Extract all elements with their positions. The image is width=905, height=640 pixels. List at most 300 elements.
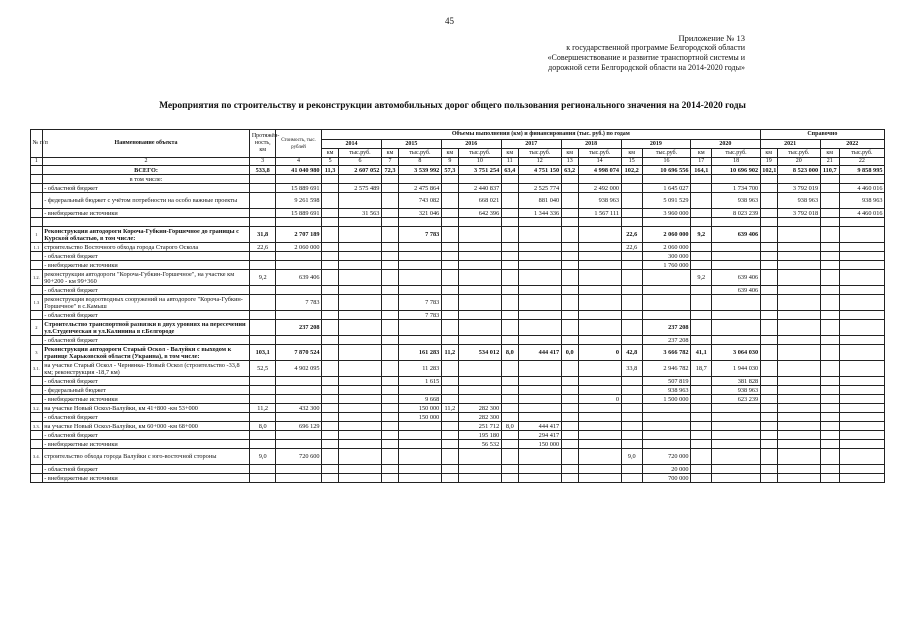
value-cell bbox=[839, 175, 884, 184]
value-cell: 22,6 bbox=[621, 243, 642, 252]
value-cell bbox=[250, 209, 276, 218]
value-cell bbox=[760, 243, 777, 252]
header-unit-rub: тыс.руб. bbox=[339, 149, 382, 158]
value-cell bbox=[777, 386, 820, 395]
value-cell bbox=[381, 431, 398, 440]
value-cell: 31 563 bbox=[339, 209, 382, 218]
value-cell bbox=[839, 227, 884, 243]
value-cell bbox=[621, 261, 642, 270]
value-cell bbox=[381, 227, 398, 243]
value-cell: 282 300 bbox=[458, 413, 501, 422]
value-cell bbox=[621, 395, 642, 404]
value-cell bbox=[381, 218, 398, 227]
value-cell: 2 060 000 bbox=[642, 227, 690, 243]
annex-line-2: к государственной программе Белгородской области bbox=[566, 43, 745, 52]
value-cell bbox=[777, 270, 820, 286]
value-cell: 534 012 bbox=[458, 345, 501, 361]
row-number: 2 bbox=[31, 320, 43, 336]
row-number: 3.1. bbox=[31, 361, 43, 377]
value-cell bbox=[339, 465, 382, 474]
value-cell bbox=[578, 261, 621, 270]
value-cell bbox=[381, 465, 398, 474]
value-cell bbox=[820, 449, 839, 465]
value-cell bbox=[458, 295, 501, 311]
value-cell: 0 bbox=[578, 345, 621, 361]
value-cell: 300 000 bbox=[642, 252, 690, 261]
value-cell bbox=[501, 252, 518, 261]
value-cell bbox=[760, 345, 777, 361]
value-cell bbox=[578, 295, 621, 311]
value-cell bbox=[561, 295, 578, 311]
value-cell bbox=[501, 286, 518, 295]
value-cell bbox=[691, 243, 712, 252]
value-cell bbox=[820, 395, 839, 404]
value-cell bbox=[276, 311, 322, 320]
table-row bbox=[31, 431, 885, 440]
annex-line-3: «Совершенствование и развитие транспортной системы и bbox=[547, 53, 745, 62]
value-cell bbox=[441, 261, 458, 270]
value-cell bbox=[250, 184, 276, 193]
table-row bbox=[31, 270, 885, 286]
header-unit-km: км bbox=[561, 149, 578, 158]
value-cell: 22,6 bbox=[621, 227, 642, 243]
value-cell bbox=[441, 175, 458, 184]
table-row bbox=[31, 243, 885, 252]
value-cell bbox=[820, 345, 839, 361]
value-cell bbox=[561, 286, 578, 295]
value-cell bbox=[441, 431, 458, 440]
value-cell bbox=[561, 413, 578, 422]
value-cell bbox=[712, 449, 760, 465]
value-cell: 8 023 239 bbox=[712, 209, 760, 218]
value-cell bbox=[760, 311, 777, 320]
value-cell: 161 283 bbox=[399, 345, 442, 361]
value-cell bbox=[578, 422, 621, 431]
value-cell bbox=[441, 465, 458, 474]
value-cell: 9,2 bbox=[691, 270, 712, 286]
value-cell bbox=[777, 465, 820, 474]
value-cell bbox=[381, 377, 398, 386]
value-cell bbox=[399, 431, 442, 440]
object-name: на участке Новый Оскол-Валуйки, км 41+800 -км 53+000 bbox=[42, 404, 250, 413]
value-cell bbox=[322, 361, 339, 377]
value-cell bbox=[458, 175, 501, 184]
value-cell bbox=[777, 286, 820, 295]
value-cell bbox=[322, 261, 339, 270]
header-volumes: Объемы выполнения (км) и финансирования (тыс. руб.) по годам bbox=[322, 130, 761, 140]
value-cell: 11,2 bbox=[441, 404, 458, 413]
value-cell bbox=[561, 449, 578, 465]
value-cell bbox=[561, 243, 578, 252]
value-cell bbox=[501, 193, 518, 209]
value-cell bbox=[339, 474, 382, 483]
value-cell: 33,8 bbox=[621, 361, 642, 377]
value-cell bbox=[458, 377, 501, 386]
value-cell bbox=[501, 404, 518, 413]
value-cell: 2 525 774 bbox=[518, 184, 561, 193]
object-name: - федеральный бюджет с учётом потребности на особо важные проекты bbox=[42, 193, 250, 209]
value-cell bbox=[642, 295, 690, 311]
value-cell bbox=[276, 286, 322, 295]
value-cell bbox=[839, 440, 884, 449]
value-cell bbox=[691, 431, 712, 440]
value-cell bbox=[621, 175, 642, 184]
value-cell bbox=[381, 175, 398, 184]
header-column-number: 1 bbox=[31, 158, 43, 166]
value-cell: 42,8 bbox=[621, 345, 642, 361]
value-cell bbox=[561, 395, 578, 404]
value-cell bbox=[691, 218, 712, 227]
object-name: реконструкция водоотводных сооружений на автодороге "Короча-Губкин-Горшечное" в с.Камыш bbox=[42, 295, 250, 311]
value-cell: 9 858 995 bbox=[839, 166, 884, 175]
value-cell bbox=[250, 474, 276, 483]
object-name: - областной бюджет bbox=[42, 465, 250, 474]
table-row bbox=[31, 320, 885, 336]
value-cell: 2 607 052 bbox=[339, 166, 382, 175]
value-cell bbox=[339, 252, 382, 261]
value-cell: 41 040 980 bbox=[276, 166, 322, 175]
value-cell: 881 040 bbox=[518, 193, 561, 209]
document-title: Мероприятия по строительству и реконструкции автомобильных дорог общего пользования регионального значения на 2014-2020 годы bbox=[159, 101, 746, 111]
table-row bbox=[31, 227, 885, 243]
value-cell: 22,6 bbox=[250, 243, 276, 252]
value-cell bbox=[518, 227, 561, 243]
header-column-number: 6 bbox=[339, 158, 382, 166]
value-cell: 3 792 018 bbox=[777, 209, 820, 218]
header-unit-km: км bbox=[760, 149, 777, 158]
value-cell bbox=[642, 431, 690, 440]
value-cell: 1 944 030 bbox=[712, 361, 760, 377]
value-cell: 4 460 016 bbox=[839, 184, 884, 193]
value-cell bbox=[691, 395, 712, 404]
row-number: 3.2. bbox=[31, 404, 43, 413]
value-cell bbox=[399, 336, 442, 345]
value-cell bbox=[399, 440, 442, 449]
value-cell bbox=[760, 404, 777, 413]
header-num: № п/п bbox=[31, 130, 43, 158]
value-cell bbox=[339, 386, 382, 395]
value-cell bbox=[777, 361, 820, 377]
header-year: 2016 bbox=[441, 140, 501, 149]
value-cell bbox=[561, 261, 578, 270]
object-name: Реконструкция автодороги Короча-Губкин-Горшечное до границы с Курской областью, в том числе: bbox=[42, 227, 250, 243]
value-cell bbox=[518, 252, 561, 261]
table-row bbox=[31, 193, 885, 209]
value-cell bbox=[820, 218, 839, 227]
value-cell bbox=[518, 243, 561, 252]
value-cell bbox=[441, 336, 458, 345]
value-cell: 938 963 bbox=[712, 386, 760, 395]
value-cell bbox=[399, 422, 442, 431]
header-column-number: 22 bbox=[839, 158, 884, 166]
value-cell bbox=[441, 184, 458, 193]
value-cell bbox=[441, 361, 458, 377]
header-column-number: 16 bbox=[642, 158, 690, 166]
value-cell bbox=[501, 474, 518, 483]
value-cell: 444 417 bbox=[518, 422, 561, 431]
value-cell bbox=[561, 440, 578, 449]
value-cell bbox=[381, 261, 398, 270]
table-row bbox=[31, 361, 885, 377]
value-cell: 8 523 000 bbox=[777, 166, 820, 175]
value-cell bbox=[518, 286, 561, 295]
value-cell: 4 998 074 bbox=[578, 166, 621, 175]
value-cell bbox=[339, 175, 382, 184]
value-cell bbox=[820, 261, 839, 270]
table-row bbox=[31, 311, 885, 320]
object-name: - областной бюджет bbox=[42, 252, 250, 261]
value-cell bbox=[820, 184, 839, 193]
object-name: - областной бюджет bbox=[42, 431, 250, 440]
value-cell bbox=[441, 320, 458, 336]
value-cell: 1 615 bbox=[399, 377, 442, 386]
value-cell bbox=[458, 261, 501, 270]
value-cell bbox=[458, 270, 501, 286]
value-cell: 938 963 bbox=[712, 193, 760, 209]
header-column-number: 20 bbox=[777, 158, 820, 166]
value-cell bbox=[381, 252, 398, 261]
value-cell bbox=[276, 431, 322, 440]
row-number bbox=[31, 175, 43, 184]
row-number bbox=[31, 413, 43, 422]
value-cell: 11,2 bbox=[250, 404, 276, 413]
value-cell bbox=[760, 474, 777, 483]
value-cell bbox=[399, 261, 442, 270]
value-cell bbox=[578, 252, 621, 261]
value-cell bbox=[381, 295, 398, 311]
value-cell bbox=[820, 422, 839, 431]
value-cell bbox=[381, 184, 398, 193]
value-cell bbox=[561, 336, 578, 345]
header-unit-km: км bbox=[820, 149, 839, 158]
value-cell bbox=[777, 295, 820, 311]
value-cell bbox=[518, 413, 561, 422]
value-cell bbox=[518, 361, 561, 377]
value-cell bbox=[760, 422, 777, 431]
value-cell bbox=[777, 227, 820, 243]
value-cell: 11 283 bbox=[399, 361, 442, 377]
header-column-number: 21 bbox=[820, 158, 839, 166]
value-cell bbox=[322, 395, 339, 404]
value-cell bbox=[381, 209, 398, 218]
value-cell bbox=[621, 270, 642, 286]
value-cell bbox=[777, 395, 820, 404]
value-cell bbox=[501, 218, 518, 227]
value-cell bbox=[760, 193, 777, 209]
value-cell bbox=[322, 295, 339, 311]
value-cell bbox=[760, 286, 777, 295]
value-cell bbox=[820, 413, 839, 422]
value-cell bbox=[501, 270, 518, 286]
value-cell bbox=[322, 377, 339, 386]
value-cell: 4 751 150 bbox=[518, 166, 561, 175]
value-cell bbox=[642, 311, 690, 320]
header-unit-km: км bbox=[501, 149, 518, 158]
value-cell bbox=[276, 440, 322, 449]
value-cell bbox=[760, 431, 777, 440]
value-cell bbox=[642, 422, 690, 431]
value-cell bbox=[561, 311, 578, 320]
value-cell bbox=[712, 413, 760, 422]
value-cell bbox=[691, 413, 712, 422]
value-cell bbox=[712, 431, 760, 440]
value-cell bbox=[458, 243, 501, 252]
value-cell: 668 021 bbox=[458, 193, 501, 209]
value-cell bbox=[276, 465, 322, 474]
value-cell bbox=[381, 243, 398, 252]
value-cell bbox=[518, 336, 561, 345]
value-cell bbox=[820, 361, 839, 377]
object-name: - внебюджетные источники bbox=[42, 474, 250, 483]
value-cell bbox=[642, 413, 690, 422]
value-cell bbox=[760, 261, 777, 270]
value-cell bbox=[578, 431, 621, 440]
value-cell: 1 734 700 bbox=[712, 184, 760, 193]
value-cell bbox=[276, 252, 322, 261]
value-cell bbox=[518, 377, 561, 386]
value-cell bbox=[441, 243, 458, 252]
value-cell bbox=[276, 336, 322, 345]
value-cell bbox=[621, 404, 642, 413]
value-cell bbox=[561, 227, 578, 243]
value-cell bbox=[322, 386, 339, 395]
value-cell: 4 902 095 bbox=[276, 361, 322, 377]
object-name: Реконструкция автодороги Старый Оскол - Валуйки с выходом к границе Харьковской области (Украина), в том числе: bbox=[42, 345, 250, 361]
value-cell bbox=[777, 218, 820, 227]
value-cell bbox=[642, 175, 690, 184]
value-cell: 9 668 bbox=[399, 395, 442, 404]
value-cell bbox=[712, 218, 760, 227]
row-number: 1 bbox=[31, 227, 43, 243]
value-cell: 56 532 bbox=[458, 440, 501, 449]
value-cell bbox=[441, 311, 458, 320]
value-cell: 150 000 bbox=[518, 440, 561, 449]
value-cell bbox=[760, 395, 777, 404]
table-row bbox=[31, 449, 885, 465]
value-cell bbox=[691, 320, 712, 336]
value-cell: 639 406 bbox=[276, 270, 322, 286]
header-year: 2019 bbox=[621, 140, 691, 149]
value-cell bbox=[322, 449, 339, 465]
header-unit-km: км bbox=[441, 149, 458, 158]
value-cell bbox=[777, 449, 820, 465]
value-cell bbox=[458, 386, 501, 395]
value-cell bbox=[691, 474, 712, 483]
value-cell bbox=[578, 404, 621, 413]
value-cell: 2 575 489 bbox=[339, 184, 382, 193]
value-cell bbox=[691, 386, 712, 395]
value-cell bbox=[578, 227, 621, 243]
value-cell bbox=[691, 261, 712, 270]
value-cell: 18,7 bbox=[691, 361, 712, 377]
value-cell: 294 417 bbox=[518, 431, 561, 440]
value-cell bbox=[501, 395, 518, 404]
value-cell bbox=[441, 440, 458, 449]
value-cell bbox=[760, 227, 777, 243]
value-cell bbox=[839, 336, 884, 345]
header-name: Наименование объекта bbox=[42, 130, 250, 158]
value-cell: 10 696 902 bbox=[712, 166, 760, 175]
value-cell bbox=[501, 361, 518, 377]
row-number: 3.4. bbox=[31, 449, 43, 465]
value-cell bbox=[399, 252, 442, 261]
value-cell bbox=[458, 227, 501, 243]
value-cell bbox=[820, 295, 839, 311]
value-cell bbox=[381, 449, 398, 465]
value-cell bbox=[820, 227, 839, 243]
value-cell bbox=[760, 361, 777, 377]
header-year: 2014 bbox=[322, 140, 382, 149]
value-cell bbox=[691, 422, 712, 431]
header-column-number: 17 bbox=[691, 158, 712, 166]
row-number bbox=[31, 465, 43, 474]
value-cell bbox=[339, 404, 382, 413]
value-cell bbox=[322, 243, 339, 252]
object-name: на участке Новый Оскол-Валуйки, км 60+000 -км 68+000 bbox=[42, 422, 250, 431]
value-cell bbox=[578, 413, 621, 422]
value-cell bbox=[621, 413, 642, 422]
road-works-table bbox=[30, 129, 885, 483]
value-cell: 237 208 bbox=[642, 320, 690, 336]
value-cell bbox=[518, 175, 561, 184]
value-cell bbox=[712, 295, 760, 311]
value-cell bbox=[621, 465, 642, 474]
value-cell bbox=[381, 404, 398, 413]
value-cell bbox=[501, 311, 518, 320]
value-cell bbox=[441, 386, 458, 395]
value-cell: 2 492 000 bbox=[578, 184, 621, 193]
value-cell: 63,2 bbox=[561, 166, 578, 175]
value-cell: 4 460 016 bbox=[839, 209, 884, 218]
value-cell bbox=[691, 175, 712, 184]
value-cell bbox=[760, 209, 777, 218]
value-cell bbox=[820, 193, 839, 209]
value-cell bbox=[561, 270, 578, 286]
value-cell bbox=[399, 286, 442, 295]
value-cell bbox=[339, 361, 382, 377]
header-unit-rub: тыс.руб. bbox=[712, 149, 760, 158]
value-cell bbox=[458, 336, 501, 345]
value-cell: 2 475 864 bbox=[399, 184, 442, 193]
value-cell bbox=[339, 377, 382, 386]
value-cell bbox=[760, 295, 777, 311]
value-cell: 3 666 782 bbox=[642, 345, 690, 361]
value-cell bbox=[276, 395, 322, 404]
value-cell bbox=[441, 295, 458, 311]
value-cell bbox=[621, 209, 642, 218]
object-name: - внебюджетные источники bbox=[42, 395, 250, 404]
value-cell: 0 bbox=[578, 395, 621, 404]
value-cell bbox=[399, 449, 442, 465]
object-name: Строительство транспортной развязки в двух уровнях на пересечении ул.Студенческая и ул.Калинина в г.Белгороде bbox=[42, 320, 250, 336]
value-cell bbox=[621, 193, 642, 209]
value-cell bbox=[777, 320, 820, 336]
table-row bbox=[31, 295, 885, 311]
value-cell: 0,0 bbox=[561, 345, 578, 361]
value-cell bbox=[820, 386, 839, 395]
value-cell bbox=[518, 395, 561, 404]
value-cell bbox=[578, 377, 621, 386]
value-cell bbox=[691, 440, 712, 449]
value-cell bbox=[777, 474, 820, 483]
value-cell bbox=[621, 184, 642, 193]
value-cell bbox=[691, 184, 712, 193]
value-cell bbox=[820, 175, 839, 184]
value-cell: 696 129 bbox=[276, 422, 322, 431]
value-cell bbox=[760, 336, 777, 345]
row-number bbox=[31, 395, 43, 404]
value-cell bbox=[322, 440, 339, 449]
